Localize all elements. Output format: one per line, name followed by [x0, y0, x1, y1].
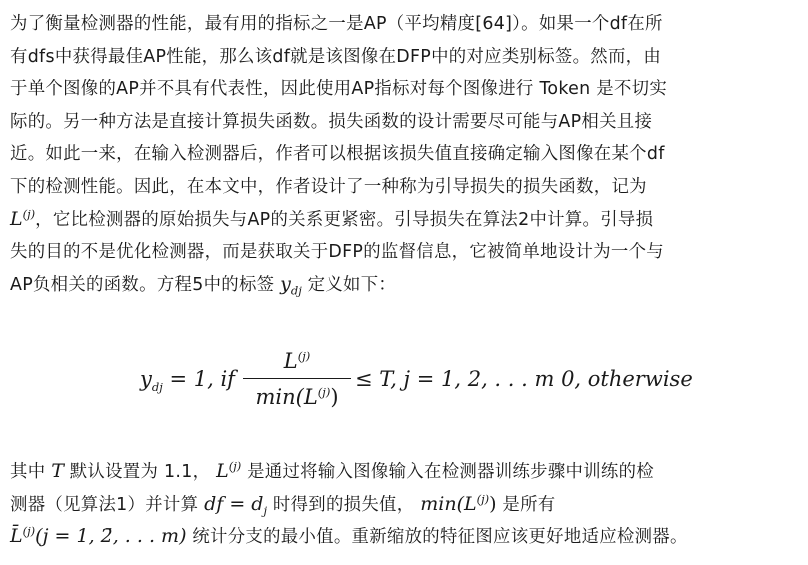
text-line-7: [10, 203, 802, 236]
equation-if: = 1, if: [162, 367, 235, 391]
math-subscript: dj: [290, 283, 302, 298]
fraction-numerator: [243, 345, 351, 377]
text-line-7-rest: ，它比检测器的原始损失与AP的关系更紧密。引导损失在算法2中计算。引导损: [35, 210, 654, 230]
math-threshold-T: T: [51, 460, 64, 482]
math-label-symbol: y: [280, 273, 291, 295]
math-min-superscript: (j): [476, 491, 490, 506]
denominator-min: min(L: [255, 385, 318, 409]
numerator-L: L: [283, 349, 298, 373]
text-line-10: [10, 455, 802, 488]
text-line-9-end: 定义如下：: [307, 275, 397, 295]
text-line-10-rest: 是通过将输入图像输入在检测器训练步骤中训练的检: [247, 462, 654, 482]
text-where: 其中: [10, 462, 46, 482]
equation-block: [0, 345, 808, 415]
text-all: 是所有: [502, 494, 556, 515]
math-guided-loss-symbol: L: [10, 208, 23, 230]
math-superscript: (j): [22, 207, 36, 222]
math-index-range: (j = 1, 2̄, . . . m): [35, 525, 187, 547]
fraction-denominator: [243, 381, 351, 413]
text-line-1: 为了衡量检测器的性能，最有用的指标之一是AP（平均精度[64]）。如果一个df在所: [10, 14, 663, 34]
text-line-9: [10, 268, 802, 301]
text-detector: 测器（见算法1）并计算: [10, 494, 199, 515]
equation-fraction: [243, 345, 351, 413]
math-loss-L: L: [216, 460, 229, 482]
text-line-5: 近。如此一来，在输入检测器后，作者可以根据该损失值直接确定输入图像在某个df: [10, 144, 665, 164]
paragraph-definition: [10, 455, 802, 553]
denominator-close: ): [330, 385, 339, 409]
equation-y-subscript: dj: [151, 380, 163, 395]
math-Lbar: L̄: [10, 525, 23, 547]
text-line-6: 下的检测性能。因此，在本文中，作者设计了一种称为引导损失的损失函数，记为: [10, 176, 647, 197]
math-min-L: min(L: [420, 492, 477, 515]
paragraph-intro: [10, 8, 802, 301]
math-min-close: ): [489, 492, 497, 515]
math-Lbar-superscript: (j): [22, 524, 36, 539]
text-loss-value: 时得到的损失值，: [272, 494, 415, 515]
text-line-2: 有dfs中获得最佳AP性能，那么该df就是该图像在DFP中的对应类别标签。然而，由: [10, 46, 662, 67]
text-line-8: 失的目的不是优化检测器，而是获取关于DFP的监督信息，它被简单地设计为一个与: [10, 241, 664, 262]
text-line-4: 际的。另一种方法是直接计算损失函数。损失函数的设计需要尽可能与AP相关且接: [10, 111, 653, 132]
math-df-subscript: j: [263, 502, 268, 517]
equation-lhs: [140, 367, 235, 395]
equation-y: y: [140, 367, 152, 391]
math-loss-superscript: (j): [228, 459, 242, 474]
text-default: 默认设置为 1.1，: [69, 462, 211, 482]
text-line-12: [10, 520, 802, 553]
text-line-3: 于单个图像的AP并不具有代表性，因此使用AP指标对每个图像进行 Token 是不切实: [10, 79, 668, 99]
numerator-superscript: (j): [297, 349, 311, 363]
equation-rhs: ≤ T, j = 1, 2, . . . m 0, otherwise: [355, 367, 693, 391]
fraction-bar: [243, 378, 351, 379]
denominator-superscript: (j): [317, 385, 331, 399]
text-line-11: [10, 488, 802, 521]
text-line-12-rest: 统计分支的最小值。重新缩放的特征图应该更好地适应检测器。: [192, 527, 688, 547]
text-line-9-start: AP负相关的函数。方程5中的标签: [10, 275, 275, 295]
math-df-equals: df = d: [204, 492, 264, 515]
